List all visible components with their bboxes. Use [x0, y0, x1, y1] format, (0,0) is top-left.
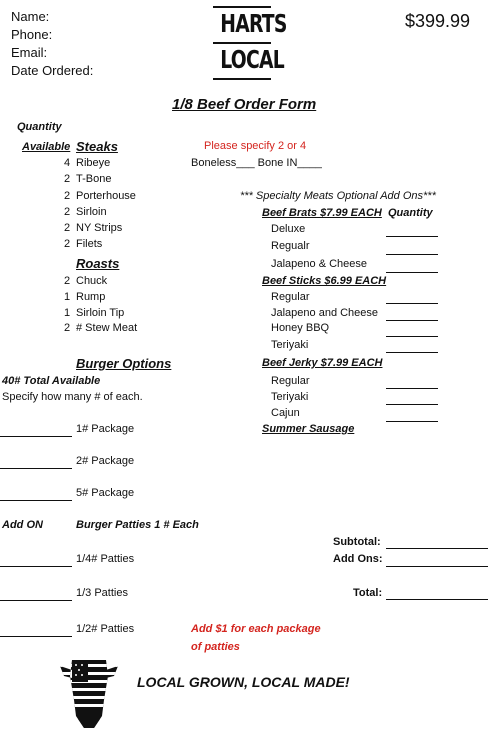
brats-qty-line[interactable] [386, 236, 438, 237]
steak-name: T-Bone [76, 173, 112, 185]
harts-local-logo [213, 6, 287, 82]
jerky-item: Regular [271, 375, 310, 387]
package-line[interactable] [0, 468, 72, 469]
available-heading: Available [22, 141, 71, 153]
jerky-qty-line[interactable] [386, 388, 438, 389]
roast-qty: 2 [64, 275, 71, 287]
steak-qty: 2 [64, 222, 71, 234]
add-ons-line[interactable] [386, 566, 488, 567]
subtotal-label: Subtotal: [333, 536, 381, 548]
brats-qty-line[interactable] [386, 254, 438, 255]
jerky-item: Teriyaki [271, 391, 309, 403]
sticks-item: Teriyaki [271, 339, 309, 351]
email-label: Email: [11, 45, 48, 60]
patty-line[interactable] [0, 600, 72, 601]
jerky-heading: Beef Jerky $7.99 EACH [262, 357, 383, 369]
jerky-qty-line[interactable] [386, 421, 438, 422]
steak-qty: 2 [64, 173, 71, 185]
steak-name: Sirloin [76, 206, 107, 218]
steak-name: Ribeye [76, 157, 111, 169]
steaks-note: Please specify 2 or 4 [204, 140, 307, 152]
steak-name: Filets [76, 238, 103, 250]
steak-qty: 2 [64, 206, 71, 218]
brats-heading: Beef Brats $7.99 EACH [262, 207, 382, 219]
cow-head-flag-icon [58, 656, 120, 732]
patty-line[interactable] [0, 566, 72, 567]
bone-options: Boneless___ Bone IN____ [191, 157, 322, 169]
burger-total: 40# Total Available [2, 375, 101, 387]
slogan: LOCAL GROWN, LOCAL MADE! [137, 674, 350, 690]
sticks-qty-line[interactable] [386, 352, 438, 353]
roast-qty: 2 [64, 322, 71, 334]
package-label: 2# Package [76, 455, 135, 467]
package-label: 5# Package [76, 487, 135, 499]
burger-specify: Specify how many # of each. [2, 391, 143, 403]
burger-options-heading: Burger Options [76, 356, 172, 371]
steak-qty: 2 [64, 190, 71, 202]
package-line[interactable] [0, 436, 72, 437]
roast-qty: 1 [64, 291, 71, 303]
package-label: 1# Package [76, 423, 135, 435]
roast-name: Sirloin Tip [76, 307, 125, 319]
quantity-heading: Quantity [17, 121, 62, 133]
steaks-heading: Steaks [76, 139, 118, 154]
patty-label: 1/2# Patties [76, 623, 135, 635]
roast-qty: 1 [64, 307, 71, 319]
steak-name: NY Strips [76, 222, 123, 234]
total-line[interactable] [386, 599, 488, 600]
steak-name: Porterhouse [76, 190, 136, 202]
sticks-qty-line[interactable] [386, 303, 438, 304]
subtotal-line[interactable] [386, 548, 488, 549]
package-line[interactable] [0, 500, 72, 501]
patties-note-line-2: of patties [191, 641, 240, 653]
patties-note-line-1: Add $1 for each package [191, 623, 321, 635]
total-label: Total: [353, 587, 383, 599]
price: $399.99 [405, 11, 471, 31]
specialty-quantity-heading: Quantity [388, 207, 433, 219]
brats-item: Regualr [271, 240, 310, 252]
steak-qty: 2 [64, 238, 71, 250]
roasts-heading: Roasts [76, 256, 120, 271]
brats-item: Deluxe [271, 223, 306, 235]
sticks-qty-line[interactable] [386, 320, 438, 321]
phone-label: Phone: [11, 27, 53, 42]
form-title: 1/8 Beef Order Form [172, 96, 317, 113]
patty-label: 1/4# Patties [76, 553, 135, 565]
patty-label: 1/3 Patties [76, 587, 128, 599]
add-on-label: Add ON [2, 519, 43, 531]
logo-line-1: HARTS [220, 9, 287, 38]
jerky-item: Cajun [271, 407, 300, 419]
sticks-item: Regular [271, 291, 310, 303]
add-ons-label: Add Ons: [333, 553, 383, 565]
sticks-qty-line[interactable] [386, 336, 438, 337]
steak-qty: 4 [64, 157, 71, 169]
brats-item: Jalapeno & Cheese [271, 258, 368, 270]
logo-line-2: LOCAL [220, 45, 284, 74]
roast-name: # Stew Meat [76, 322, 138, 334]
sticks-item: Jalapeno and Cheese [271, 307, 379, 319]
patty-line[interactable] [0, 636, 72, 637]
roast-name: Chuck [76, 275, 108, 287]
roast-name: Rump [76, 291, 106, 303]
specialty-heading: *** Specialty Meats Optional Add Ons*** [240, 190, 436, 202]
brats-qty-line[interactable] [386, 272, 438, 273]
jerky-qty-line[interactable] [386, 404, 438, 405]
sticks-heading: Beef Sticks $6.99 EACH [262, 275, 387, 287]
date-ordered-label: Date Ordered: [11, 63, 94, 78]
summer-sausage-heading: Summer Sausage [262, 423, 355, 435]
patties-heading: Burger Patties 1 # Each [76, 519, 199, 531]
sticks-item: Honey BBQ [271, 322, 330, 334]
name-label: Name: [11, 9, 50, 24]
